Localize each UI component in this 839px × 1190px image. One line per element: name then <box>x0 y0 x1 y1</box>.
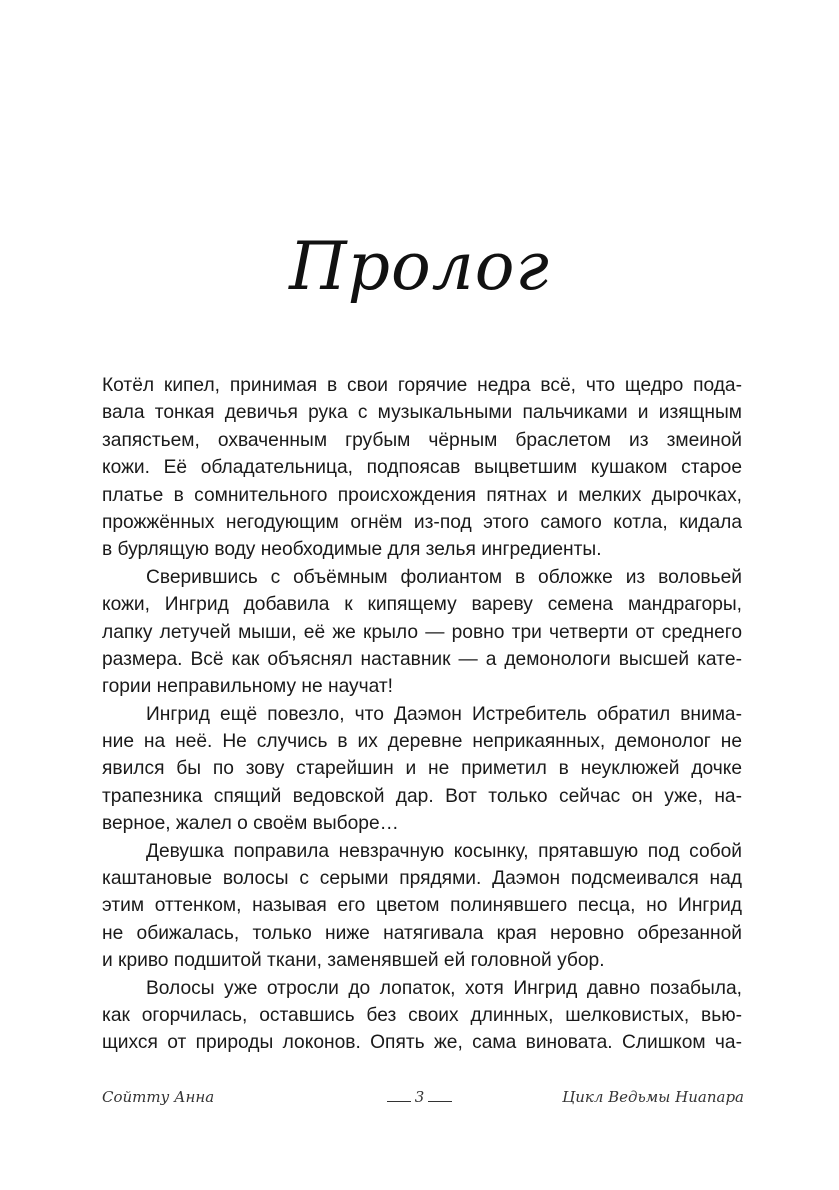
text-line: каштановые волосы с серыми прядями. Даэмон подсмеивался над <box>102 868 742 890</box>
text-line: и криво подшитой ткани, заменявшей ей головной убор. <box>102 950 605 972</box>
text-line: явился бы по зову старейшин и не приметил в неуклюжей дочке <box>102 758 742 780</box>
text-line: как огорчилась, оставшись без своих длинных, шелковистых, вью- <box>102 1004 742 1026</box>
page-number: 3 <box>414 1088 425 1106</box>
text-line: ние на неё. Не случись в их деревне неприкаянных, демонолог не <box>102 731 742 753</box>
text-line: Котёл кипел, принимая в свои горячие недра всё, что щедро пода- <box>102 375 742 396</box>
text-line: кожи. Её обладательница, подпоясав выцветшим кушаком старое <box>102 457 742 479</box>
text-line: Ингрид ещё повезло, что Даэмон Истребитель обратил внима- <box>146 703 742 725</box>
footer-author: Сойтту Анна <box>102 1088 215 1106</box>
text-line: щихся от природы локонов. Опять же, сама виновата. Слишком ча- <box>102 1032 742 1054</box>
text-line: кожи, Ингрид добавила к кипящему вареву семена мандрагоры, <box>102 594 742 616</box>
text-line: Волосы уже отросли до лопаток, хотя Ингрид давно позабыла, <box>146 977 742 999</box>
text-line: трапезника спящий ведовской дар. Вот только сейчас он уже, на- <box>102 785 742 807</box>
chapter-title: Пролог <box>289 228 550 305</box>
text-line: не обижалась, только ниже натягивала края неровно обрезанной <box>102 922 742 944</box>
text-line: запястьем, охваченным грубым чёрным браслетом из змеиной <box>102 429 742 451</box>
text-line: в бурлящую воду необходимые для зелья ингредиенты. <box>102 539 602 561</box>
chapter-body <box>102 372 742 1057</box>
text-line: размера. Всё как объяснял наставник — а демонологи высшей катe- <box>102 648 742 670</box>
text-line: платье в сомнительного происхождения пятнах и мелких дырочках, <box>102 484 742 506</box>
page-number-rule-right <box>428 1101 452 1102</box>
text-line: гории неправильному не научат! <box>102 676 393 698</box>
text-line: верное, жалел о своём выборе… <box>102 813 399 835</box>
text-line: лапку летучей мыши, её же крыло — ровно три четверти от среднего <box>102 621 742 643</box>
page-number-rule-left <box>387 1101 411 1102</box>
text-line: вала тонкая девичья рука с музыкальными пальчиками и изящным <box>102 402 742 424</box>
text-line: этим оттенком, называя его цветом полинявшего песца, но Ингрид <box>102 895 742 917</box>
text-line: Девушка поправила невзрачную косынку, прятавшую под собой <box>146 840 742 862</box>
text-line: прожжённых негодующим огнём из-под этого самого котла, кидала <box>102 511 742 533</box>
footer-series: Цикл Ведьмы Ниапара <box>562 1088 744 1106</box>
text-line: Сверившись с объёмным фолиантом в обложке из воловьей <box>146 566 742 588</box>
